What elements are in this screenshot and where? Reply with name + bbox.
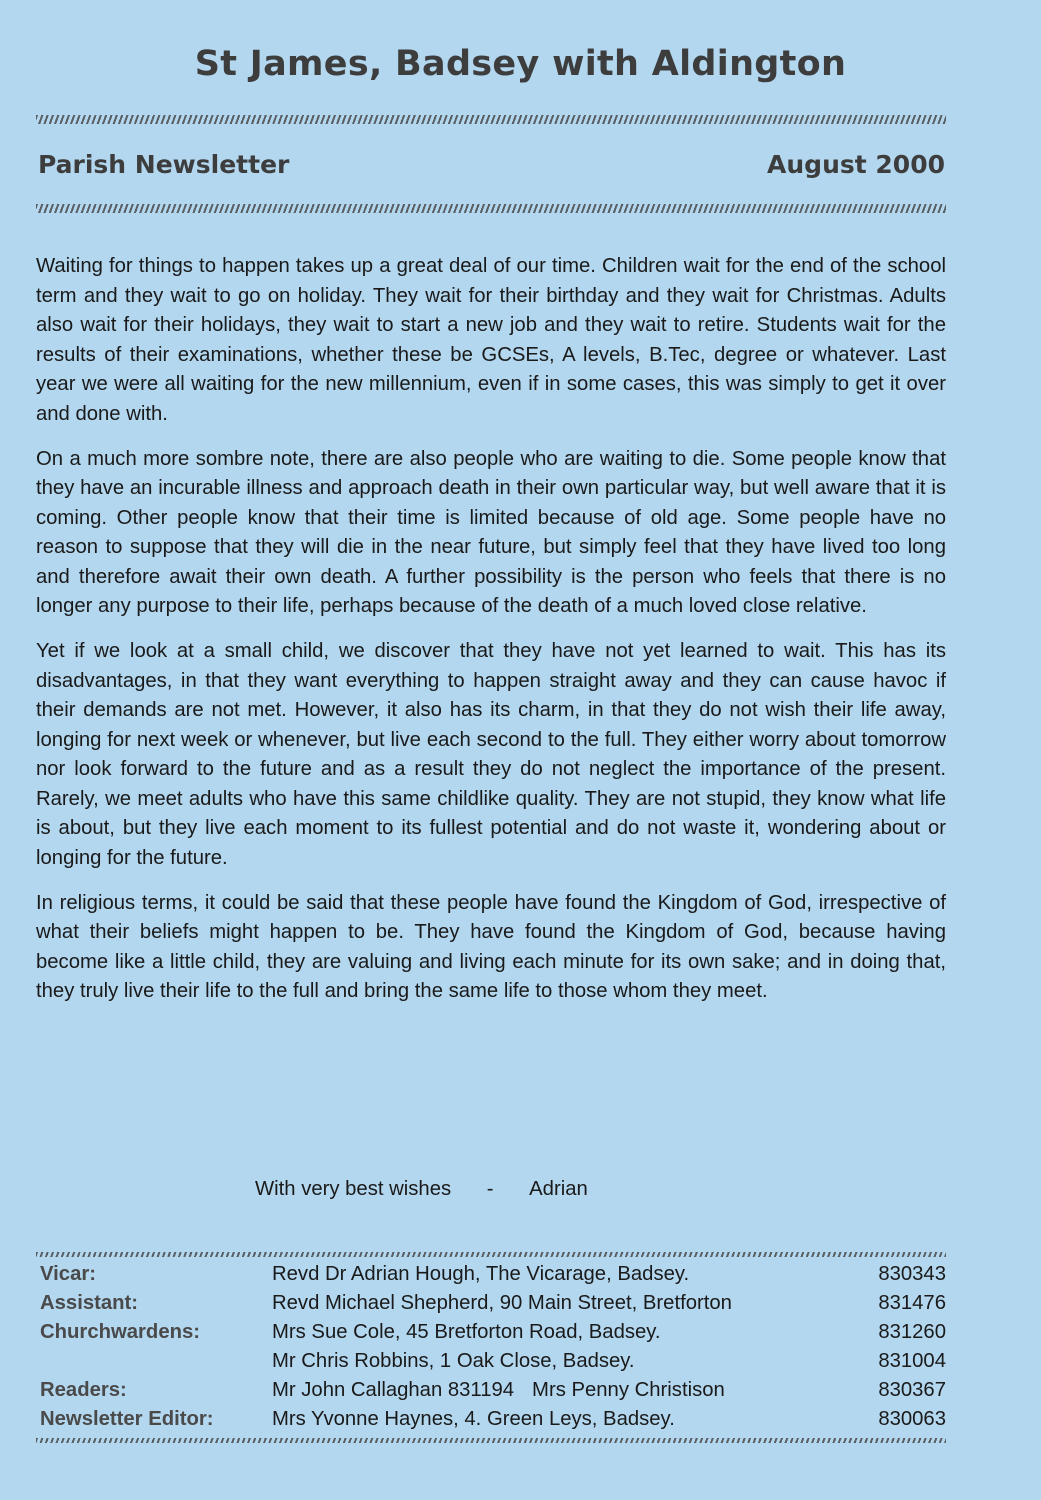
newsletter-title: St James, Badsey with Aldington	[194, 44, 847, 84]
contact-phone: 831004	[878, 1350, 946, 1372]
divider-contacts-top	[36, 1252, 946, 1257]
contact-role: Churchwardens:	[40, 1321, 201, 1343]
contact-row-churchwarden	[40, 1318, 946, 1347]
divider-top	[36, 115, 946, 124]
contact-phone: 830367	[878, 1379, 946, 1401]
paragraph: Yet if we look at a small child, we discover that they have not yet learned to wait. This has its disadvantages, in that they want everything to happen straight away and they can cause havoc if their demands are not met. However, it also has its charm, in that they do not wish their life away, longing for next week or whenever, but live each second to the full. They either worry about tomorrow nor look forward to the future and as a result they do not neglect the importance of the present. Rarely, we meet adults who have this same childlike quality. They are not stupid, they know what life is about, but they live each moment to its fullest potential and do not waste it, wondering about or longing for the future.	[36, 640, 946, 869]
contact-phone: 831476	[878, 1292, 946, 1314]
contact-phone: 830063	[878, 1408, 946, 1430]
contact-phone: 830343	[878, 1263, 946, 1285]
newsletter-subtitle: Parish Newsletter	[38, 150, 290, 179]
paragraph: Waiting for things to happen takes up a great deal of our time. Children wait for the end of the school term and they wait to go on holiday. They wait for their birthday and they wait for Christmas. Adults also wait for their holidays, they wait to start a new job and they wait to retire. Students wait for the results of their examinations, whether these be GCSEs, A levels, B.Tec, degree or whatever. Last year we were all waiting for the new millennium, even if in some cases, this was simply to get it over and done with.	[36, 255, 946, 425]
letter-body	[36, 252, 946, 1022]
contacts-table	[40, 1260, 946, 1434]
paragraph: On a much more sombre note, there are also people who are waiting to die. Some people know that they have an incurable illness and approach death in their own particular way, but well aware that it is coming. Other people know that their time is limited because of old age. Some people have no reason to suppose that they will die in the near future, but simply feel that they have lived too long and therefore await their own death. A further possibility is the person who feels that there is no longer any purpose to their life, perhaps because of the death of a much loved close relative.	[36, 447, 946, 617]
contact-phone: 831260	[878, 1321, 946, 1343]
reader-one: Mr John Callaghan 831194	[272, 1379, 515, 1401]
contact-detail: Mrs Yvonne Haynes, 4. Green Leys, Badsey.	[272, 1408, 675, 1430]
contact-role	[40, 1347, 272, 1376]
contact-detail: Mr Chris Robbins, 1 Oak Close, Badsey.	[272, 1350, 635, 1372]
contact-row-assistant	[40, 1289, 946, 1318]
signoff-dash: -	[486, 1178, 494, 1200]
contact-row-vicar	[40, 1260, 946, 1289]
contact-detail	[272, 1376, 862, 1405]
divider-contacts-bottom	[36, 1438, 946, 1443]
contact-row-readers	[40, 1376, 946, 1405]
divider-header	[36, 204, 946, 213]
contact-role: Vicar:	[40, 1263, 97, 1285]
newsletter-date: August 2000	[767, 150, 945, 179]
signoff	[255, 1178, 588, 1201]
contact-detail: Revd Michael Shepherd, 90 Main Street, Bretforton	[272, 1292, 732, 1314]
contact-detail: Revd Dr Adrian Hough, The Vicarage, Badsey.	[272, 1263, 690, 1285]
contact-row-editor	[40, 1405, 946, 1434]
reader-two: Mrs Penny Christison	[532, 1379, 725, 1401]
contact-role: Assistant:	[40, 1292, 139, 1314]
contact-role: Newsletter Editor:	[40, 1408, 214, 1430]
paragraph: In religious terms, it could be said that these people have found the Kingdom of God, irrespective of what their beliefs might happen to be. They have found the Kingdom of God, because having become like a little child, they are valuing and living each minute for its own sake; and in doing that, they truly live their life to the full and bring the same life to those whom they meet.	[36, 891, 946, 1002]
contact-detail: Mrs Sue Cole, 45 Bretforton Road, Badsey.	[272, 1321, 661, 1343]
signoff-greeting: With very best wishes	[255, 1178, 452, 1200]
signoff-name: Adrian	[529, 1178, 588, 1200]
contact-role: Readers:	[40, 1379, 127, 1401]
contact-row-churchwarden	[40, 1347, 946, 1376]
